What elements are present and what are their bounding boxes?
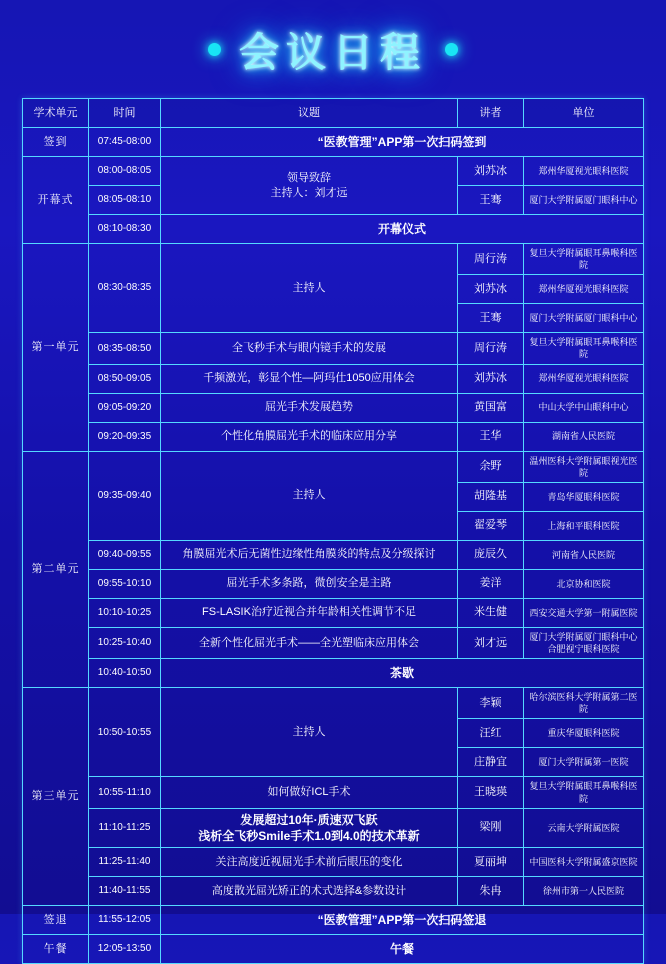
- table-row: [23, 244, 644, 275]
- cell-speaker: 庄静宜: [458, 748, 524, 777]
- cell-speaker: 王华: [458, 422, 524, 451]
- cell-topic: 主持人: [161, 244, 458, 333]
- cell-time: 08:30-08:35: [89, 244, 161, 333]
- cell-speaker: 胡隆基: [458, 482, 524, 511]
- cell-time: 11:10-11:25: [89, 808, 161, 847]
- cell-time: 09:55-10:10: [89, 569, 161, 598]
- table-row: [23, 157, 644, 186]
- cell-time: 10:55-11:10: [89, 777, 161, 808]
- cell-topic: “医教管理”APP第一次扫码签退: [161, 906, 644, 935]
- cell-time: 11:25-11:40: [89, 848, 161, 877]
- cell-time: 11:55-12:05: [89, 906, 161, 935]
- cell-org: 中国医科大学附属盛京医院: [524, 848, 644, 877]
- poster-header: [0, 0, 666, 98]
- cell-topic: 午餐: [161, 935, 644, 964]
- cell-org: 厦门大学附属厦门眼科中心 合肥视宁眼科医院: [524, 627, 644, 658]
- column-header-org: 单位: [524, 99, 644, 128]
- cell-time: 12:05-13:50: [89, 935, 161, 964]
- cell-time: 10:50-10:55: [89, 688, 161, 777]
- cell-unit: 第一单元: [23, 244, 89, 452]
- cell-speaker: 汪红: [458, 719, 524, 748]
- column-header-speaker: 讲者: [458, 99, 524, 128]
- cell-org: 重庆华厦眼科医院: [524, 719, 644, 748]
- cell-speaker: 王骞: [458, 304, 524, 333]
- cell-topic: 主持人: [161, 688, 458, 777]
- cell-org: 厦门大学附属厦门眼科中心: [524, 186, 644, 215]
- cell-speaker: 刘才远: [458, 627, 524, 658]
- cell-time: 09:40-09:55: [89, 540, 161, 569]
- cell-topic: 开幕仪式: [161, 215, 644, 244]
- decorative-dot-left-icon: [208, 43, 221, 56]
- cell-unit: 开幕式: [23, 157, 89, 244]
- cell-time: 10:25-10:40: [89, 627, 161, 658]
- schedule-table: [22, 98, 644, 964]
- cell-time: 08:35-08:50: [89, 333, 161, 364]
- table-row: [23, 451, 644, 482]
- cell-org: 青岛华厦眼科医院: [524, 482, 644, 511]
- cell-time: 08:00-08:05: [89, 157, 161, 186]
- table-row: [23, 688, 644, 719]
- table-row: [23, 848, 644, 877]
- cell-org: 徐州市第一人民医院: [524, 877, 644, 906]
- cell-time: 09:35-09:40: [89, 451, 161, 540]
- table-row: [23, 935, 644, 964]
- cell-unit: 第三单元: [23, 688, 89, 906]
- table-header: [23, 99, 644, 128]
- schedule-table-container: [0, 98, 666, 964]
- column-header-unit: 学术单元: [23, 99, 89, 128]
- table-row: [23, 808, 644, 847]
- cell-speaker: 刘苏冰: [458, 364, 524, 393]
- cell-time: 09:20-09:35: [89, 422, 161, 451]
- cell-topic: 屈光手术多条路，微创安全是主路: [161, 569, 458, 598]
- cell-org: 湖南省人民医院: [524, 422, 644, 451]
- cell-speaker: 翟爱琴: [458, 511, 524, 540]
- cell-org: 温州医科大学附属眼视光医院: [524, 451, 644, 482]
- cell-speaker: 姜洋: [458, 569, 524, 598]
- cell-speaker: 李颖: [458, 688, 524, 719]
- cell-org: 云南大学附属医院: [524, 808, 644, 847]
- table-row: [23, 877, 644, 906]
- cell-org: 郑州华厦视光眼科医院: [524, 157, 644, 186]
- cell-topic: 茶歇: [161, 659, 644, 688]
- table-row: [23, 906, 644, 935]
- table-row: [23, 128, 644, 157]
- cell-org: 哈尔滨医科大学附属第二医院: [524, 688, 644, 719]
- cell-topic: 屈光手术发展趋势: [161, 393, 458, 422]
- table-row: [23, 659, 644, 688]
- cell-speaker: 刘苏冰: [458, 157, 524, 186]
- cell-speaker: 王晓瑛: [458, 777, 524, 808]
- cell-speaker: 周行涛: [458, 333, 524, 364]
- cell-topic: 关注高度近视屈光手术前后眼压的变化: [161, 848, 458, 877]
- cell-topic: “医教管理”APP第一次扫码签到: [161, 128, 644, 157]
- cell-speaker: 余野: [458, 451, 524, 482]
- cell-time: 11:40-11:55: [89, 877, 161, 906]
- table-row: [23, 627, 644, 658]
- cell-speaker: 周行涛: [458, 244, 524, 275]
- cell-topic: 千频激光，彰显个性—阿玛仕1050应用体会: [161, 364, 458, 393]
- cell-time: 08:50-09:05: [89, 364, 161, 393]
- cell-topic: 全新个性化屈光手术——全光塑临床应用体会: [161, 627, 458, 658]
- cell-speaker: 黄国富: [458, 393, 524, 422]
- cell-unit: 签退: [23, 906, 89, 935]
- cell-speaker: 朱冉: [458, 877, 524, 906]
- decorative-dot-right-icon: [445, 43, 458, 56]
- table-row: [23, 393, 644, 422]
- cell-topic: 全飞秒手术与眼内镜手术的发展: [161, 333, 458, 364]
- table-row: [23, 215, 644, 244]
- table-body: [23, 128, 644, 964]
- cell-speaker: 庞辰久: [458, 540, 524, 569]
- table-row: [23, 598, 644, 627]
- cell-topic: 主持人: [161, 451, 458, 540]
- cell-org: 郑州华厦视光眼科医院: [524, 364, 644, 393]
- column-header-time: 时间: [89, 99, 161, 128]
- cell-unit: 午餐: [23, 935, 89, 964]
- table-row: [23, 777, 644, 808]
- cell-time: 08:05-08:10: [89, 186, 161, 215]
- cell-time: 07:45-08:00: [89, 128, 161, 157]
- cell-org: 复旦大学附属眼耳鼻喉科医院: [524, 244, 644, 275]
- table-row: [23, 364, 644, 393]
- cell-org: 中山大学中山眼科中心: [524, 393, 644, 422]
- cell-topic: 高度散光屈光矫正的术式选择&参数设计: [161, 877, 458, 906]
- cell-org: 厦门大学附属厦门眼科中心: [524, 304, 644, 333]
- cell-org: 河南省人民医院: [524, 540, 644, 569]
- cell-unit: 第二单元: [23, 451, 89, 688]
- page-title: 会议日程: [239, 29, 427, 76]
- cell-time: 09:05-09:20: [89, 393, 161, 422]
- cell-topic: 如何做好ICL手术: [161, 777, 458, 808]
- cell-speaker: 梁刚: [458, 808, 524, 847]
- cell-speaker: 夏丽坤: [458, 848, 524, 877]
- cell-org: 复旦大学附属眼耳鼻喉科医院: [524, 333, 644, 364]
- cell-time: 10:10-10:25: [89, 598, 161, 627]
- table-header-row: [23, 99, 644, 128]
- cell-time: 08:10-08:30: [89, 215, 161, 244]
- cell-topic: 领导致辞 主持人：刘才远: [161, 157, 458, 215]
- cell-topic: FS-LASIK治疗近视合并年龄相关性调节不足: [161, 598, 458, 627]
- table-row: [23, 540, 644, 569]
- column-header-topic: 议题: [161, 99, 458, 128]
- table-row: [23, 333, 644, 364]
- cell-topic: 发展超过10年·质速双飞跃 浅析全飞秒Smile手术1.0到4.0的技术革新: [161, 808, 458, 847]
- table-row: [23, 569, 644, 598]
- cell-speaker: 米生健: [458, 598, 524, 627]
- cell-org: 西安交通大学第一附属医院: [524, 598, 644, 627]
- cell-org: 郑州华厦视光眼科医院: [524, 275, 644, 304]
- cell-org: 厦门大学附属第一医院: [524, 748, 644, 777]
- cell-topic: 个性化角膜屈光手术的临床应用分享: [161, 422, 458, 451]
- table-row: [23, 422, 644, 451]
- cell-unit: 签到: [23, 128, 89, 157]
- cell-time: 10:40-10:50: [89, 659, 161, 688]
- cell-speaker: 刘苏冰: [458, 275, 524, 304]
- cell-speaker: 王骞: [458, 186, 524, 215]
- cell-org: 北京协和医院: [524, 569, 644, 598]
- cell-org: 上海和平眼科医院: [524, 511, 644, 540]
- cell-topic: 角膜屈光术后无菌性边缘性角膜炎的特点及分级探讨: [161, 540, 458, 569]
- cell-org: 复旦大学附属眼耳鼻喉科医院: [524, 777, 644, 808]
